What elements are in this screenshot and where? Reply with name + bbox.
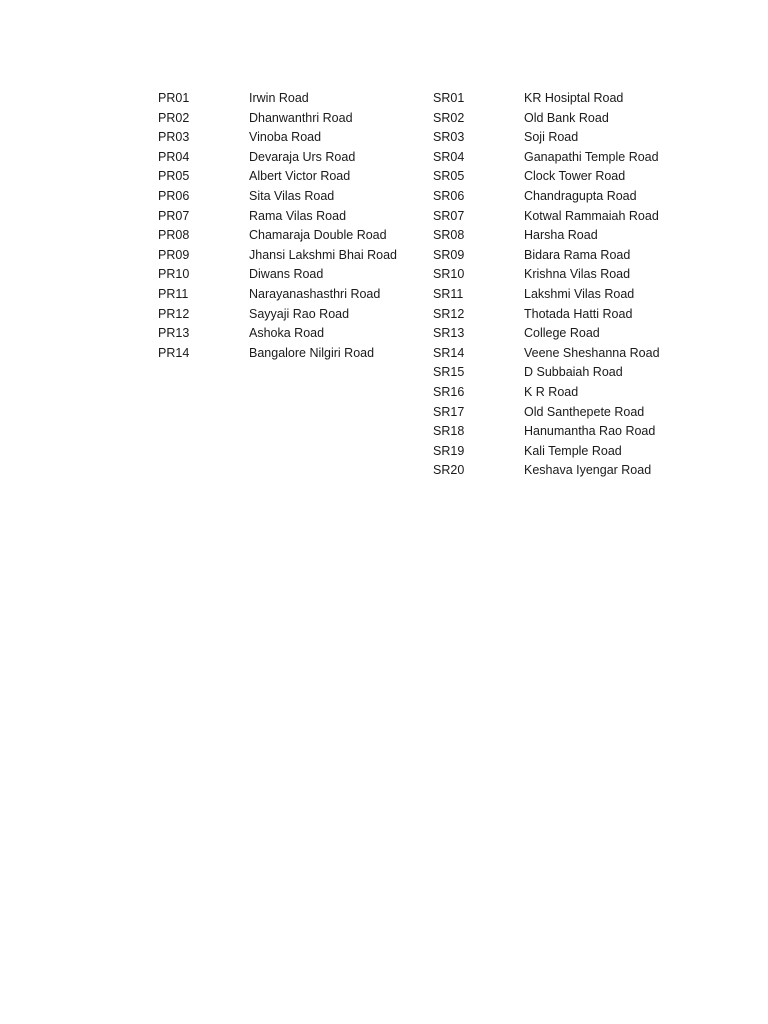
road-name: Lakshmi Vilas Road [524, 286, 635, 301]
road-code: SR08 [433, 228, 465, 243]
table-row [158, 344, 397, 364]
road-code: SR18 [433, 424, 465, 439]
road-name: KR Hosiptal Road [524, 91, 624, 105]
road-name: Diwans Road [249, 267, 324, 282]
road-name: Albert Victor Road [249, 169, 351, 184]
road-code: SR17 [433, 404, 465, 419]
table-row [433, 89, 660, 109]
table-row [158, 187, 397, 207]
road-name: Keshava Iyengar Road [524, 463, 652, 478]
table-row [158, 305, 397, 325]
road-code: SR14 [433, 345, 465, 360]
road-name: Bidara Rama Road [524, 247, 631, 262]
road-name: D Subbaiah Road [524, 365, 623, 380]
road-name: Dhanwanthri Road [249, 110, 353, 125]
road-name: Sita Vilas Road [249, 188, 335, 203]
table-row [433, 167, 660, 187]
road-code: PR12 [158, 306, 190, 321]
road-code: PR01 [158, 91, 190, 105]
table-row [433, 285, 660, 305]
table-row [433, 383, 660, 403]
road-name: Rama Vilas Road [249, 208, 347, 223]
road-code: PR04 [158, 149, 190, 164]
table-row [433, 148, 660, 168]
road-name: Jhansi Lakshmi Bhai Road [249, 247, 397, 262]
table-row [158, 285, 397, 305]
road-code: PR14 [158, 345, 190, 360]
road-name: College Road [524, 326, 600, 341]
table-row [158, 128, 397, 148]
table-row [433, 422, 660, 442]
primary-roads-table [158, 89, 397, 363]
road-name: Irwin Road [249, 91, 309, 105]
road-name: Sayyaji Rao Road [249, 306, 350, 321]
road-name: Krishna Vilas Road [524, 267, 631, 282]
table-row [433, 363, 660, 383]
road-code: PR07 [158, 208, 190, 223]
road-code: PR02 [158, 110, 190, 125]
road-name: Harsha Road [524, 228, 598, 243]
road-code: SR04 [433, 149, 465, 164]
road-code: SR10 [433, 267, 465, 282]
road-name: Thotada Hatti Road [524, 306, 633, 321]
road-code: PR05 [158, 169, 190, 184]
table-row [158, 265, 397, 285]
table-row [158, 89, 397, 109]
table-row [433, 128, 660, 148]
road-code: PR10 [158, 267, 190, 282]
table-row [433, 461, 660, 481]
table-row [158, 207, 397, 227]
road-code: SR06 [433, 188, 465, 203]
table-row [158, 167, 397, 187]
road-name: Chamaraja Double Road [249, 228, 387, 243]
road-name: Old Bank Road [524, 110, 609, 125]
road-code: SR01 [433, 91, 465, 105]
table-row [433, 305, 660, 325]
road-name: Hanumantha Rao Road [524, 424, 656, 439]
road-name: Bangalore Nilgiri Road [249, 345, 375, 360]
road-code: SR07 [433, 208, 465, 223]
table-row [433, 109, 660, 129]
road-name: Chandragupta Road [524, 188, 637, 203]
road-name: Kali Temple Road [524, 443, 622, 458]
road-code: SR20 [433, 463, 465, 478]
road-code: PR13 [158, 326, 190, 341]
road-name: Soji Road [524, 130, 579, 145]
road-name: Vinoba Road [249, 130, 322, 145]
table-row [433, 246, 660, 266]
secondary-roads-table [433, 89, 660, 481]
road-code: SR13 [433, 326, 465, 341]
road-name: Veene Sheshanna Road [524, 345, 660, 360]
road-code: SR16 [433, 384, 465, 399]
road-name: Kotwal Rammaiah Road [524, 208, 659, 223]
road-name: Ganapathi Temple Road [524, 149, 659, 164]
table-row [433, 226, 660, 246]
table-row [158, 324, 397, 344]
table-row [158, 226, 397, 246]
road-code: PR03 [158, 130, 190, 145]
road-code: SR15 [433, 365, 465, 380]
table-row [433, 403, 660, 423]
road-code: SR12 [433, 306, 465, 321]
road-code: SR09 [433, 247, 465, 262]
road-code: SR11 [433, 286, 464, 301]
table-row [433, 187, 660, 207]
table-row [433, 442, 660, 462]
road-name: Devaraja Urs Road [249, 149, 356, 164]
road-code: PR06 [158, 188, 190, 203]
road-name: Narayanashasthri Road [249, 286, 381, 301]
road-code: PR08 [158, 228, 190, 243]
road-code: SR19 [433, 443, 465, 458]
table-row [433, 344, 660, 364]
table-row [158, 246, 397, 266]
road-name: Old Santhepete Road [524, 404, 645, 419]
road-code: SR03 [433, 130, 465, 145]
road-name: K R Road [524, 384, 579, 399]
road-code: SR05 [433, 169, 465, 184]
table-row [158, 148, 397, 168]
table-row [158, 109, 397, 129]
table-row [433, 324, 660, 344]
table-row [433, 265, 660, 285]
road-name: Ashoka Road [249, 326, 325, 341]
road-code: PR09 [158, 247, 190, 262]
road-code: PR11 [158, 286, 189, 301]
road-name: Clock Tower Road [524, 169, 626, 184]
road-code: SR02 [433, 110, 465, 125]
table-row [433, 207, 660, 227]
